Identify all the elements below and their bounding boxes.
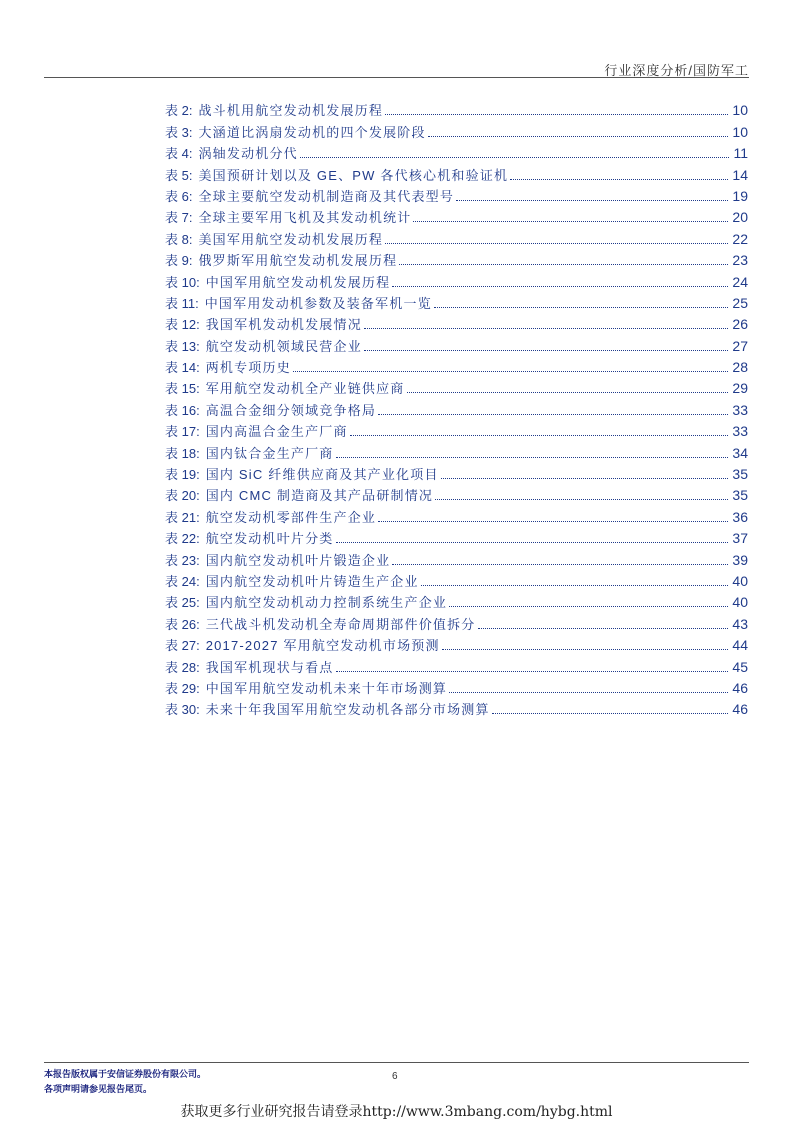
toc-entry-page: 37 xyxy=(732,530,748,547)
toc-entry-number: 表 26: xyxy=(165,616,200,632)
toc-entry-title: 全球主要航空发动机制造商及其代表型号 xyxy=(198,188,455,204)
header-title: 行业深度分析/国防军工 xyxy=(604,63,749,78)
header-divider xyxy=(44,77,749,78)
toc-entry-title: 航空发动机叶片分类 xyxy=(205,531,334,547)
toc-entry[interactable] xyxy=(165,590,748,611)
toc-leader-dots xyxy=(435,498,728,500)
toc-entry-page: 43 xyxy=(732,615,748,632)
toc-entry-page: 26 xyxy=(732,316,748,333)
toc-entry-page: 33 xyxy=(732,423,748,440)
toc-entry-number: 表 6: xyxy=(165,188,193,204)
page-number: 6 xyxy=(392,1071,398,1082)
toc-entry-title: 高温合金细分领域竞争格局 xyxy=(205,402,377,418)
toc-entry[interactable] xyxy=(165,483,748,504)
toc-entry[interactable] xyxy=(165,184,748,205)
toc-entry-title: 俄罗斯军用航空发动机发展历程 xyxy=(198,253,398,269)
toc-leader-dots xyxy=(407,391,729,393)
toc-entry-title: 两机专项历史 xyxy=(205,360,291,376)
toc-entry-page: 36 xyxy=(732,508,748,525)
toc-entry[interactable] xyxy=(165,119,748,140)
toc-entry[interactable] xyxy=(165,312,748,333)
toc-entry-page: 44 xyxy=(732,637,748,654)
table-of-tables xyxy=(165,98,748,718)
toc-leader-dots xyxy=(413,220,728,222)
toc-leader-dots xyxy=(364,349,729,351)
toc-entry-page: 35 xyxy=(732,466,748,483)
toc-entry-title: 中国军用航空发动机发展历程 xyxy=(205,274,391,290)
toc-entry[interactable] xyxy=(165,248,748,269)
toc-leader-dots xyxy=(336,670,729,672)
toc-leader-dots xyxy=(510,178,728,180)
toc-entry-page: 29 xyxy=(732,380,748,397)
toc-entry[interactable] xyxy=(165,547,748,568)
toc-entry-number: 表 16: xyxy=(165,402,200,418)
toc-entry-title: 航空发动机零部件生产企业 xyxy=(205,509,377,525)
toc-entry-title: 涡轴发动机分代 xyxy=(198,146,298,162)
toc-entry-page: 14 xyxy=(732,166,748,183)
toc-entry[interactable] xyxy=(165,205,748,226)
toc-leader-dots xyxy=(378,520,728,522)
toc-entry[interactable] xyxy=(165,633,748,654)
toc-entry-page: 46 xyxy=(732,701,748,718)
toc-entry[interactable] xyxy=(165,526,748,547)
toc-entry-title: 未来十年我国军用航空发动机各部分市场测算 xyxy=(205,702,490,718)
toc-entry-number: 表 13: xyxy=(165,338,200,354)
toc-entry-number: 表 20: xyxy=(165,488,200,504)
toc-entry[interactable] xyxy=(165,504,748,525)
toc-entry-number: 表 4: xyxy=(165,146,193,162)
toc-leader-dots xyxy=(336,541,729,543)
toc-entry-title: 国内高温合金生产厂商 xyxy=(205,424,348,440)
toc-entry[interactable] xyxy=(165,654,748,675)
toc-entry-number: 表 23: xyxy=(165,552,200,568)
toc-entry-title: 美国军用航空发动机发展历程 xyxy=(198,231,384,247)
toc-entry[interactable] xyxy=(165,611,748,632)
toc-entry-page: 10 xyxy=(732,102,748,119)
toc-entry-number: 表 3: xyxy=(165,124,193,140)
toc-entry-number: 表 22: xyxy=(165,531,200,547)
toc-entry-page: 19 xyxy=(732,187,748,204)
toc-entry-page: 10 xyxy=(732,123,748,140)
toc-entry[interactable] xyxy=(165,162,748,183)
toc-leader-dots xyxy=(428,135,729,137)
toc-entry-title: 我国军机现状与看点 xyxy=(205,659,334,675)
toc-leader-dots xyxy=(385,113,728,115)
toc-entry-title: 中国军用航空发动机未来十年市场测算 xyxy=(205,680,448,696)
toc-entry-number: 表 18: xyxy=(165,445,200,461)
toc-entry-page: 23 xyxy=(732,252,748,269)
toc-entry-title: 中国军用发动机参数及装备军机一览 xyxy=(204,295,432,311)
watermark-link[interactable]: 获取更多行业研究报告请登录http://www.3mbang.com/hybg.html xyxy=(180,1104,613,1120)
toc-leader-dots xyxy=(364,327,729,329)
toc-leader-dots xyxy=(385,242,728,244)
toc-leader-dots xyxy=(392,563,728,565)
toc-entry-number: 表 9: xyxy=(165,253,193,269)
toc-entry[interactable] xyxy=(165,676,748,697)
toc-entry-page: 40 xyxy=(732,594,748,611)
toc-entry-page: 40 xyxy=(732,572,748,589)
toc-leader-dots xyxy=(456,199,728,201)
toc-entry-page: 20 xyxy=(732,209,748,226)
toc-entry[interactable] xyxy=(165,98,748,119)
footer-copyright-note xyxy=(44,1068,206,1098)
toc-leader-dots xyxy=(350,434,729,436)
toc-entry-number: 表 30: xyxy=(165,702,200,718)
toc-entry-number: 表 21: xyxy=(165,509,200,525)
toc-entry[interactable] xyxy=(165,397,748,418)
toc-leader-dots xyxy=(478,627,729,629)
toc-leader-dots xyxy=(300,156,730,158)
toc-leader-dots xyxy=(421,584,729,586)
toc-entry[interactable] xyxy=(165,269,748,290)
toc-entry-title: 国内航空发动机叶片铸造生产企业 xyxy=(205,573,419,589)
toc-entry-page: 34 xyxy=(732,444,748,461)
toc-entry-number: 表 17: xyxy=(165,424,200,440)
toc-leader-dots xyxy=(399,263,728,265)
toc-leader-dots xyxy=(449,605,728,607)
toc-entry-number: 表 7: xyxy=(165,210,193,226)
toc-entry-number: 表 15: xyxy=(165,381,200,397)
toc-entry-number: 表 10: xyxy=(165,274,200,290)
footer-copyright-line: 本报告版权属于安信证券股份有限公司。 xyxy=(44,1070,207,1080)
toc-entry[interactable] xyxy=(165,355,748,376)
toc-entry-title: 2017-2027 军用航空发动机市场预测 xyxy=(205,638,440,654)
toc-entry-title: 全球主要军用飞机及其发动机统计 xyxy=(198,210,412,226)
toc-entry-title: 美国预研计划以及 GE、PW 各代核心机和验证机 xyxy=(198,167,509,183)
toc-entry-number: 表 25: xyxy=(165,595,200,611)
toc-entry-title: 国内钛合金生产厂商 xyxy=(205,445,334,461)
toc-entry-title: 三代战斗机发动机全寿命周期部件价值拆分 xyxy=(205,616,476,632)
footer-divider xyxy=(44,1062,749,1063)
toc-entry-page: 45 xyxy=(732,658,748,675)
toc-entry-title: 国内 SiC 纤维供应商及其产业化项目 xyxy=(205,467,439,483)
toc-leader-dots xyxy=(442,648,729,650)
toc-entry[interactable] xyxy=(165,462,748,483)
toc-entry-number: 表 11: xyxy=(165,295,199,311)
toc-leader-dots xyxy=(492,712,729,714)
toc-entry-title: 国内航空发动机叶片锻造企业 xyxy=(205,552,391,568)
toc-leader-dots xyxy=(434,306,728,308)
toc-entry[interactable] xyxy=(165,291,748,312)
toc-leader-dots xyxy=(392,285,728,287)
toc-leader-dots xyxy=(441,477,729,479)
toc-entry-page: 11 xyxy=(733,145,748,162)
toc-entry-page: 25 xyxy=(732,294,748,311)
toc-entry-page: 35 xyxy=(732,487,748,504)
toc-entry-title: 战斗机用航空发动机发展历程 xyxy=(198,103,384,119)
toc-entry[interactable] xyxy=(165,440,748,461)
toc-entry-page: 46 xyxy=(732,679,748,696)
toc-leader-dots xyxy=(293,370,729,372)
toc-entry[interactable] xyxy=(165,419,748,440)
toc-leader-dots xyxy=(378,413,728,415)
toc-entry-page: 28 xyxy=(732,359,748,376)
toc-entry-number: 表 24: xyxy=(165,573,200,589)
toc-entry[interactable] xyxy=(165,141,748,162)
toc-entry-number: 表 8: xyxy=(165,231,193,247)
toc-entry-number: 表 19: xyxy=(165,467,200,483)
toc-entry[interactable] xyxy=(165,376,748,397)
toc-entry[interactable] xyxy=(165,569,748,590)
toc-entry-page: 22 xyxy=(732,230,748,247)
toc-entry-title: 航空发动机领域民营企业 xyxy=(205,338,362,354)
toc-entry-title: 国内航空发动机动力控制系统生产企业 xyxy=(205,595,448,611)
toc-entry-number: 表 12: xyxy=(165,317,200,333)
toc-entry-title: 国内 CMC 制造商及其产品研制情况 xyxy=(205,488,434,504)
toc-entry-page: 27 xyxy=(732,337,748,354)
toc-leader-dots xyxy=(336,456,729,458)
toc-entry-number: 表 2: xyxy=(165,103,193,119)
toc-entry-number: 表 14: xyxy=(165,360,200,376)
toc-leader-dots xyxy=(449,691,728,693)
toc-entry[interactable] xyxy=(165,333,748,354)
toc-entry-page: 24 xyxy=(732,273,748,290)
toc-entry-title: 军用航空发动机全产业链供应商 xyxy=(205,381,405,397)
toc-entry-page: 33 xyxy=(732,401,748,418)
toc-entry-number: 表 5: xyxy=(165,167,193,183)
toc-entry-number: 表 27: xyxy=(165,638,200,654)
toc-entry-title: 大涵道比涡扇发动机的四个发展阶段 xyxy=(198,124,426,140)
toc-entry[interactable] xyxy=(165,697,748,718)
toc-entry-title: 我国军机发动机发展情况 xyxy=(205,317,362,333)
footer-disclaimer-line: 各项声明请参见报告尾页。 xyxy=(44,1085,153,1095)
toc-entry-page: 39 xyxy=(732,551,748,568)
toc-entry-number: 表 29: xyxy=(165,680,200,696)
toc-entry-number: 表 28: xyxy=(165,659,200,675)
toc-entry[interactable] xyxy=(165,226,748,247)
